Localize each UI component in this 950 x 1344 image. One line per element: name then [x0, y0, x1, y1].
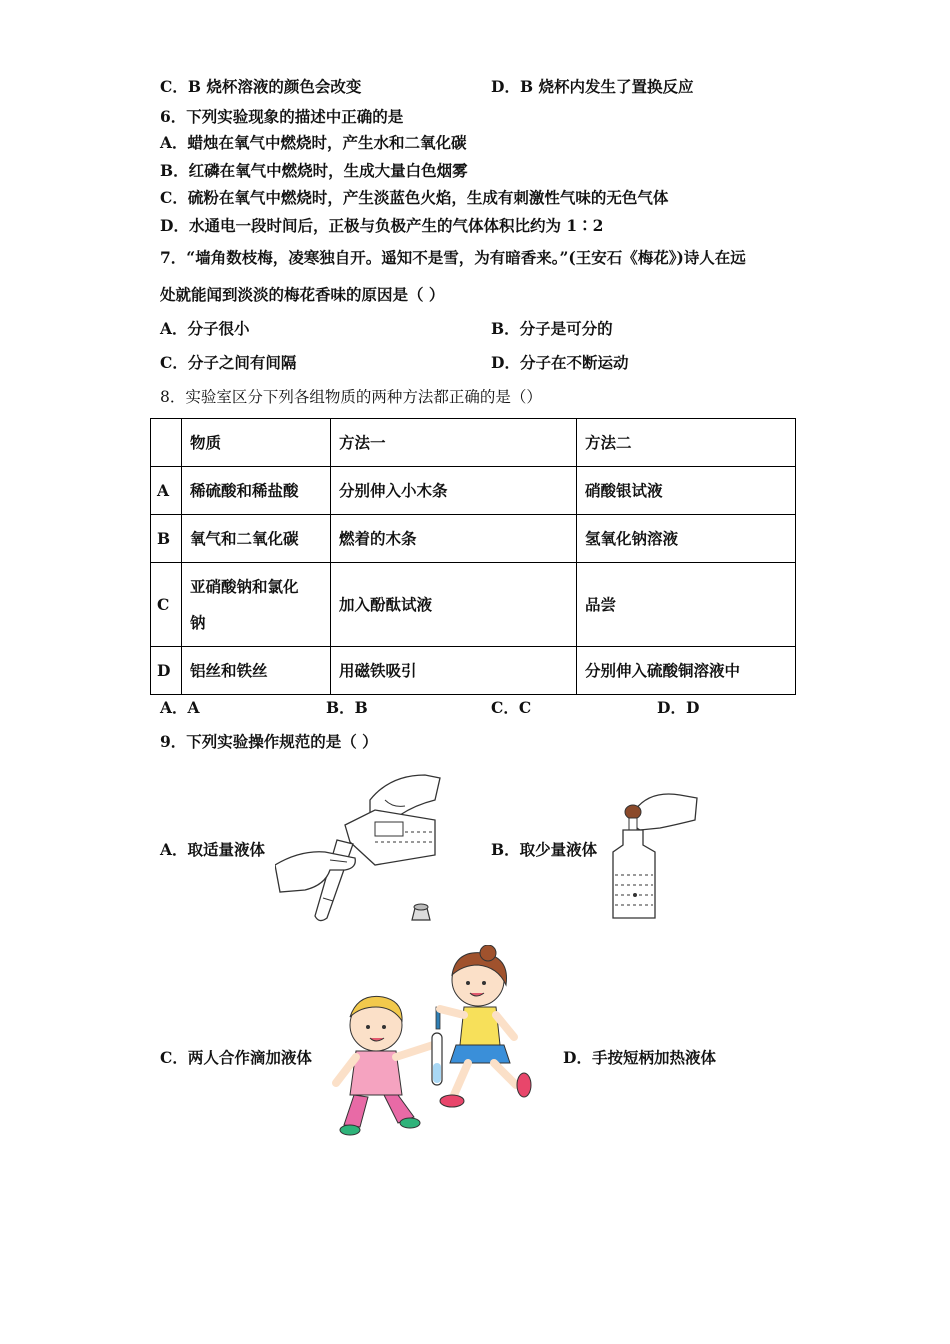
q8-table [150, 418, 796, 695]
table-row [151, 515, 796, 563]
q9-stem: 9．下列实验操作规范的是（ ） [160, 732, 378, 751]
q6-option-d: D．水通电一段时间后，正极与负极产生的气体体积比约为 1∶2 [160, 216, 604, 235]
q9-option-d: D．手按短柄加热液体 [563, 1048, 716, 1067]
q8-stem: 8．实验室区分下列各组物质的两种方法都正确的是（） [160, 388, 542, 406]
row-key: D [151, 647, 182, 695]
q7-stem-line2: 处就能闻到淡淡的梅花香味的原因是（ ） [160, 285, 445, 304]
q8-option-d: D．D [657, 698, 700, 717]
q9-option-a: A．取适量液体 [160, 840, 266, 859]
q7-stem-line1: 7．“墙角数枝梅，凌寒独自开。遥知不是雪，为有暗香来。”(王安石《梅花》)诗人在远 [160, 248, 746, 267]
q6-option-b: B．红磷在氧气中燃烧时，生成大量白色烟雾 [160, 161, 468, 180]
dropper-bottle-illustration [605, 790, 700, 925]
q9-option-b: B．取少量液体 [491, 840, 598, 859]
header-cell-method2: 方法二 [577, 419, 796, 467]
row-method2: 硝酸银试液 [577, 467, 796, 515]
row-method2: 品尝 [577, 563, 796, 647]
row-substance-line2: 钠 [190, 612, 206, 632]
q8-option-c: C．C [491, 698, 532, 717]
table-row [151, 467, 796, 515]
row-method1: 用磁铁吸引 [331, 647, 577, 695]
row-method2: 分别伸入硫酸铜溶液中 [577, 647, 796, 695]
q7-option-a: A．分子很小 [160, 319, 250, 338]
row-key: A [151, 467, 182, 515]
row-method1: 加入酚酞试液 [331, 563, 577, 647]
q7-option-b: B．分子是可分的 [491, 319, 613, 338]
row-method1: 燃着的木条 [331, 515, 577, 563]
header-cell-method1: 方法一 [331, 419, 577, 467]
left-child [336, 996, 433, 1135]
right-child [440, 945, 531, 1107]
q5-option-c: C．B 烧杯溶液的颜色会改变 [160, 77, 362, 96]
q7-option-d: D．分子在不断运动 [491, 353, 629, 372]
q9-option-c: C．两人合作滴加液体 [160, 1048, 312, 1067]
row-substance: 氧气和二氧化碳 [182, 515, 331, 563]
two-children-illustration [328, 945, 540, 1140]
row-key: B [151, 515, 182, 563]
row-method2: 氢氧化钠溶液 [577, 515, 796, 563]
row-substance: 铝丝和铁丝 [182, 647, 331, 695]
header-cell-substance: 物质 [182, 419, 331, 467]
row-substance: 稀硫酸和稀盐酸 [182, 467, 331, 515]
row-substance-line1: 亚硝酸钠和氯化 [190, 576, 299, 596]
table-row [151, 647, 796, 695]
q5-option-d: D．B 烧杯内发生了置换反应 [491, 77, 694, 96]
row-substance [182, 563, 331, 647]
q6-stem: 6．下列实验现象的描述中正确的是 [160, 107, 404, 126]
header-cell-key [151, 419, 182, 467]
table-row [151, 563, 796, 647]
q6-option-c: C．硫粉在氧气中燃烧时，产生淡蓝色火焰，生成有刺激性气味的无色气体 [160, 188, 669, 207]
table-header-row [151, 419, 796, 467]
q7-option-c: C．分子之间有间隔 [160, 353, 297, 372]
row-method1: 分别伸入小木条 [331, 467, 577, 515]
q6-option-a: A．蜡烛在氧气中燃烧时，产生水和二氧化碳 [160, 133, 467, 152]
q8-option-b: B．B [326, 698, 368, 717]
pour-liquid-illustration [275, 770, 445, 925]
q8-option-a: A．A [160, 698, 200, 717]
row-key: C [151, 563, 182, 647]
